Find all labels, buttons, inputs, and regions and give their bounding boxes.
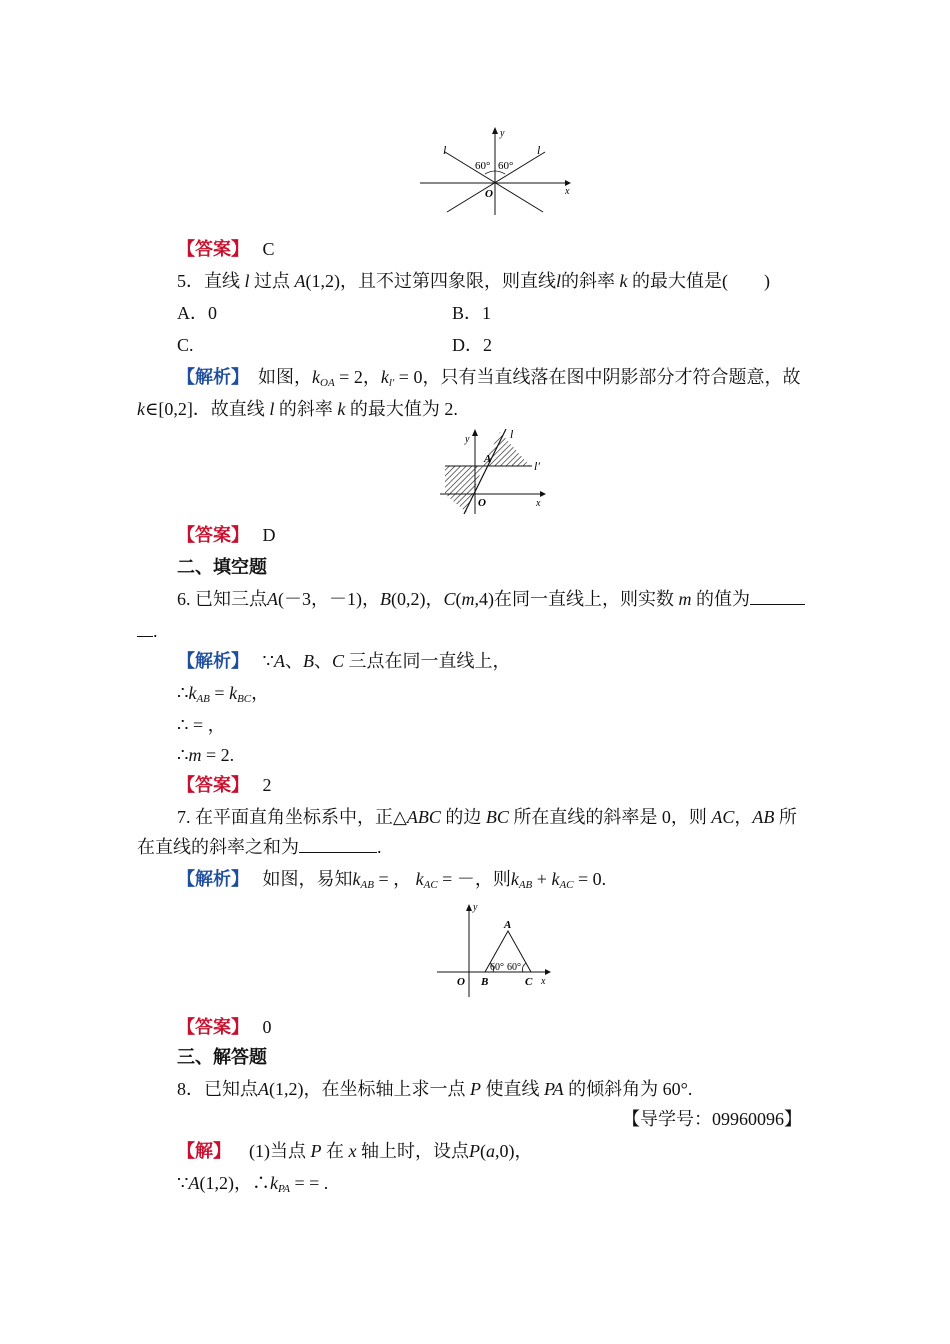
figure-shaded-region xyxy=(440,424,550,516)
q6-stem-cont: . xyxy=(137,620,158,642)
q7-stem-cont: 在直线的斜率之和为 . xyxy=(137,837,382,857)
fig2-l-label: l xyxy=(510,427,514,441)
fig2-origin-label: O xyxy=(478,497,486,509)
answer-tag: 【答案】 xyxy=(177,239,249,259)
section-fill-in: 二、填空题 xyxy=(177,557,267,577)
answer-blank xyxy=(750,588,805,605)
fig3-angle-b: 60° xyxy=(490,962,504,973)
q7-solution: 【解析】 如图，易知$k_{AB}$ = ， $k_{AC}$ = －，则$k_{AB} + k_{AC} = 0$. xyxy=(177,869,607,891)
q5-option-c: C. xyxy=(177,335,194,355)
q5-solution-line1: 【解析】 如图，$k_{OA} = 2$，$k_{l'} = 0$，只有当直线落在图中阴影部分才符合题意，故 xyxy=(177,367,801,389)
fig1-l-left-label: l xyxy=(443,143,447,157)
fig1-x-label: x xyxy=(565,186,570,197)
q5-answer xyxy=(177,524,276,546)
fig3-origin-label: O xyxy=(457,976,465,988)
q8-solution-line2: ∵A(1,2)，$\therefore k_{PA}$ = = . xyxy=(177,1173,329,1195)
fig1-y-label: y xyxy=(500,128,505,139)
q6-solution-line4: ∴m = 2. xyxy=(177,745,235,765)
q8-stem: 8．已知点A(1,2)，在坐标轴上求一点 P 使直线 PA 的倾斜角为 60°. xyxy=(177,1079,693,1099)
q7-answer xyxy=(177,1016,272,1038)
q5-option-b: B．1 xyxy=(452,303,492,323)
q4-answer xyxy=(177,238,275,260)
q8-solution-line1: 【解】 (1)当点 P 在 x 轴上时，设点P(a,0)， xyxy=(177,1141,533,1161)
q5-stem: 5．直线 l 过点 A(1,2)，且不过第四象限，则直线l的斜率 k 的最大值是( ) xyxy=(177,271,771,291)
q6-answer xyxy=(177,774,272,796)
answer-blank-cont xyxy=(137,620,153,637)
solution-tag: 【解析】 xyxy=(177,869,249,889)
figure-lines-60deg xyxy=(415,122,575,217)
q5-option-d: D．2 xyxy=(452,335,492,355)
fig2-y-label: y xyxy=(465,434,470,445)
answer-value: 0 xyxy=(262,1017,272,1037)
figure-triangle-abc xyxy=(435,897,555,1000)
fig3-y-label: y xyxy=(473,902,478,913)
answer-value: 2 xyxy=(262,775,272,795)
section-problems: 三、解答题 xyxy=(177,1047,267,1067)
q5-solution-line2: k∈[0,2]．故直线 l 的斜率 k 的最大值为 2. xyxy=(137,399,458,419)
answer-value: C xyxy=(262,239,275,259)
q6-solution-line2: $\therefore k_{AB} = k_{BC}$， xyxy=(177,683,270,705)
fig1-l-right-label: l xyxy=(537,143,541,157)
fig2-a-label: A xyxy=(484,453,492,465)
q6-solution-line3: ∴ = ， xyxy=(177,715,226,735)
solution-tag: 【解】 xyxy=(177,1141,231,1161)
fig3-c-label: C xyxy=(525,976,533,988)
fig2-lprime-label: l′ xyxy=(534,459,540,473)
fig1-angle-left: 60° xyxy=(475,160,491,172)
fig2-x-label: x xyxy=(536,498,541,509)
q6-solution-line1: 【解析】 ∵A、B、C 三点在同一直线上， xyxy=(177,651,511,671)
q6-stem: 6. 已知三点A(－3，－1)，B(0,2)，C(m,4)在同一直线上，则实数 m 的值为 xyxy=(177,588,805,610)
fig1-angle-right: 60° xyxy=(498,160,514,172)
answer-tag: 【答案】 xyxy=(177,525,249,545)
guide-number: 【导学号：09960096】 xyxy=(622,1109,802,1129)
fig3-x-label: x xyxy=(541,976,546,987)
fig1-origin-label: O xyxy=(485,188,493,200)
q5-option-a: A．0 xyxy=(177,303,217,323)
solution-tag: 【解析】 xyxy=(177,651,249,671)
answer-blank xyxy=(299,836,377,853)
solution-tag: 【解析】 xyxy=(177,367,249,387)
answer-tag: 【答案】 xyxy=(177,1017,249,1037)
q7-stem: 7. 在平面直角坐标系中，正△ABC 的边 BC 所在直线的斜率是 0，则 AC，AB 所 xyxy=(177,807,797,827)
answer-value: D xyxy=(262,525,276,545)
fig3-a-label: A xyxy=(504,919,512,931)
fig3-b-label: B xyxy=(481,976,489,988)
fig3-angle-c: 60° xyxy=(507,962,521,973)
answer-tag: 【答案】 xyxy=(177,775,249,795)
